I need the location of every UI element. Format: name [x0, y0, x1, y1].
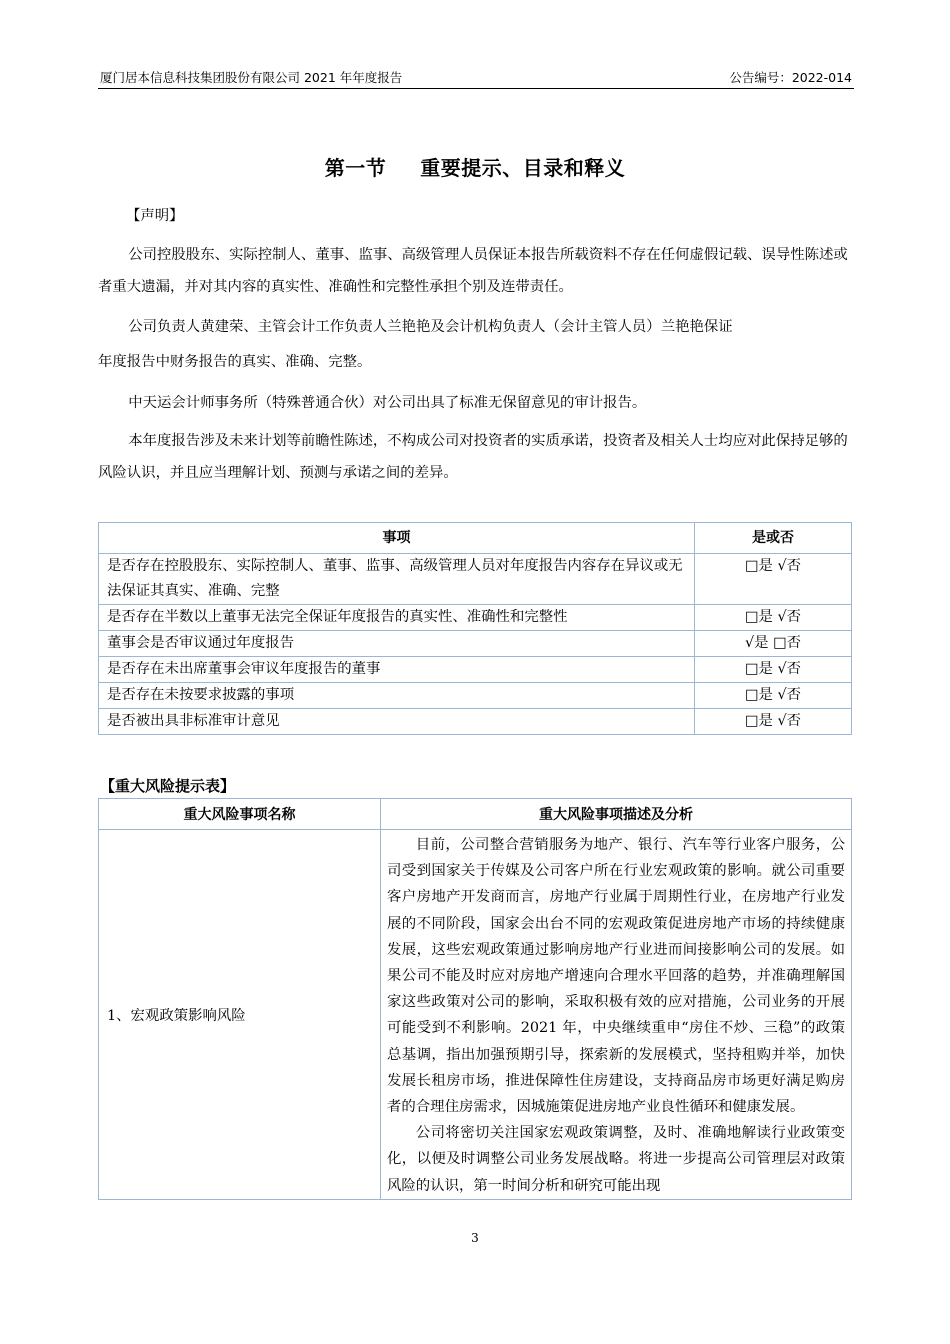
table-header-row [99, 799, 852, 830]
page-header [98, 68, 854, 89]
column-header-item: 事项 [99, 523, 695, 554]
declaration-label: 【声明】 [126, 208, 184, 224]
table-cell-item: 是否存在控股股东、实际控制人、董事、监事、高级管理人员对年度报告内容存在异议或无法保证其真实、准确、完整 [99, 554, 695, 605]
column-header-risk-name: 重大风险事项名称 [99, 799, 381, 830]
column-header-yes-no: 是或否 [695, 523, 852, 554]
table-row [99, 709, 852, 735]
table-cell-item: 是否被出具非标准审计意见 [99, 709, 695, 735]
risk-description-paragraph-1: 目前，公司整合营销服务为地产、银行、汽车等行业客户服务，公司受到国家关于传媒及公司客户所在行业宏观政策的影响。就公司重要客户房地产开发商而言，房地产行业属于周期性行业，在房地产行业发展的不同阶段，国家会出台不同的宏观政策促进房地产市场的持续健康发展，这些宏观政策通过影响房地产行业进而间接影响公司的发展。如果公司不能及时应对房地产增速向合理水平回落的趋势，并准确理解国家这些政策对公司的影响，采取积极有效的应对措施，公司业务的开展可能受到不利影响。2021 年，中央继续重申“房住不炒、三稳”的政策总基调，指出加强预期引导，探索新的发展模式，坚持租购并举，加快发展长租房市场，推进保障性住房建设，支持商品房市场更好满足购房者的合理住房需求，因城施策促进房地产业良性循环和健康发展。 [387, 837, 845, 1116]
risk-description-paragraph-2: 公司将密切关注国家宏观政策调整，及时、准确地解读行业政策变化，以便及时调整公司业务发展战略。将进一步提高公司管理层对政策风险的认识，第一时间分析和研究可能出现 [387, 1125, 845, 1194]
table-row [99, 631, 852, 657]
table-cell-item: 是否存在半数以上董事无法完全保证年度报告的真实性、准确性和完整性 [99, 605, 695, 631]
column-header-risk-description: 重大风险事项描述及分析 [381, 799, 852, 830]
table-row [99, 683, 852, 709]
risk-table-title: 【重大风险提示表】 [100, 777, 236, 795]
table-cell-answer: √是 □否 [695, 631, 852, 657]
table-cell-answer: □是 √否 [695, 605, 852, 631]
table-cell-answer: □是 √否 [695, 709, 852, 735]
header-report-title: 厦门居本信息科技集团股份有限公司 2021 年年度报告 [100, 70, 403, 85]
declaration-paragraph-2-cont: 年度报告中财务报告的真实、准确、完整。 [98, 354, 372, 370]
table-row [99, 605, 852, 631]
table-cell-item: 是否存在未按要求披露的事项 [99, 683, 695, 709]
risk-description-cell [381, 830, 852, 1200]
section-heading: 重要提示、目录和释义 [420, 156, 626, 180]
table-cell-answer: □是 √否 [695, 683, 852, 709]
table-row [99, 830, 852, 1200]
declaration-paragraph-2: 公司负责人黄建荣、主管会计工作负责人兰艳艳及会计机构负责人（会计主管人员）兰艳艳保证 [128, 319, 733, 335]
declaration-paragraph-4: 本年度报告涉及未来计划等前瞻性陈述，不构成公司对投资者的实质承诺，投资者及相关人士均应对此保持足够的风险认识，并且应当理解计划、预测与承诺之间的差异。 [98, 433, 848, 481]
table-header-row [99, 523, 852, 554]
confirmation-table [98, 522, 852, 735]
table-cell-answer: □是 √否 [695, 554, 852, 605]
section-title [0, 152, 950, 181]
table-row [99, 657, 852, 683]
declaration-paragraph-3: 中天运会计师事务所（特殊普通合伙）对公司出具了标准无保留意见的审计报告。 [128, 395, 647, 411]
table-cell-answer: □是 √否 [695, 657, 852, 683]
table-cell-item: 是否存在未出席董事会审议年度报告的董事 [99, 657, 695, 683]
page-number: 3 [471, 1231, 479, 1245]
table-cell-item: 董事会是否审议通过年度报告 [99, 631, 695, 657]
risk-table [98, 798, 852, 1200]
table-row [99, 554, 852, 605]
risk-name-cell: 1、宏观政策影响风险 [99, 830, 381, 1200]
section-number: 第一节 [324, 156, 387, 180]
header-announcement-number: 公告编号：2022-014 [729, 70, 852, 85]
declaration-paragraph-1: 公司控股股东、实际控制人、董事、监事、高级管理人员保证本报告所载资料不存在任何虚假记载、误导性陈述或者重大遗漏，并对其内容的真实性、准确性和完整性承担个别及连带责任。 [98, 247, 848, 295]
